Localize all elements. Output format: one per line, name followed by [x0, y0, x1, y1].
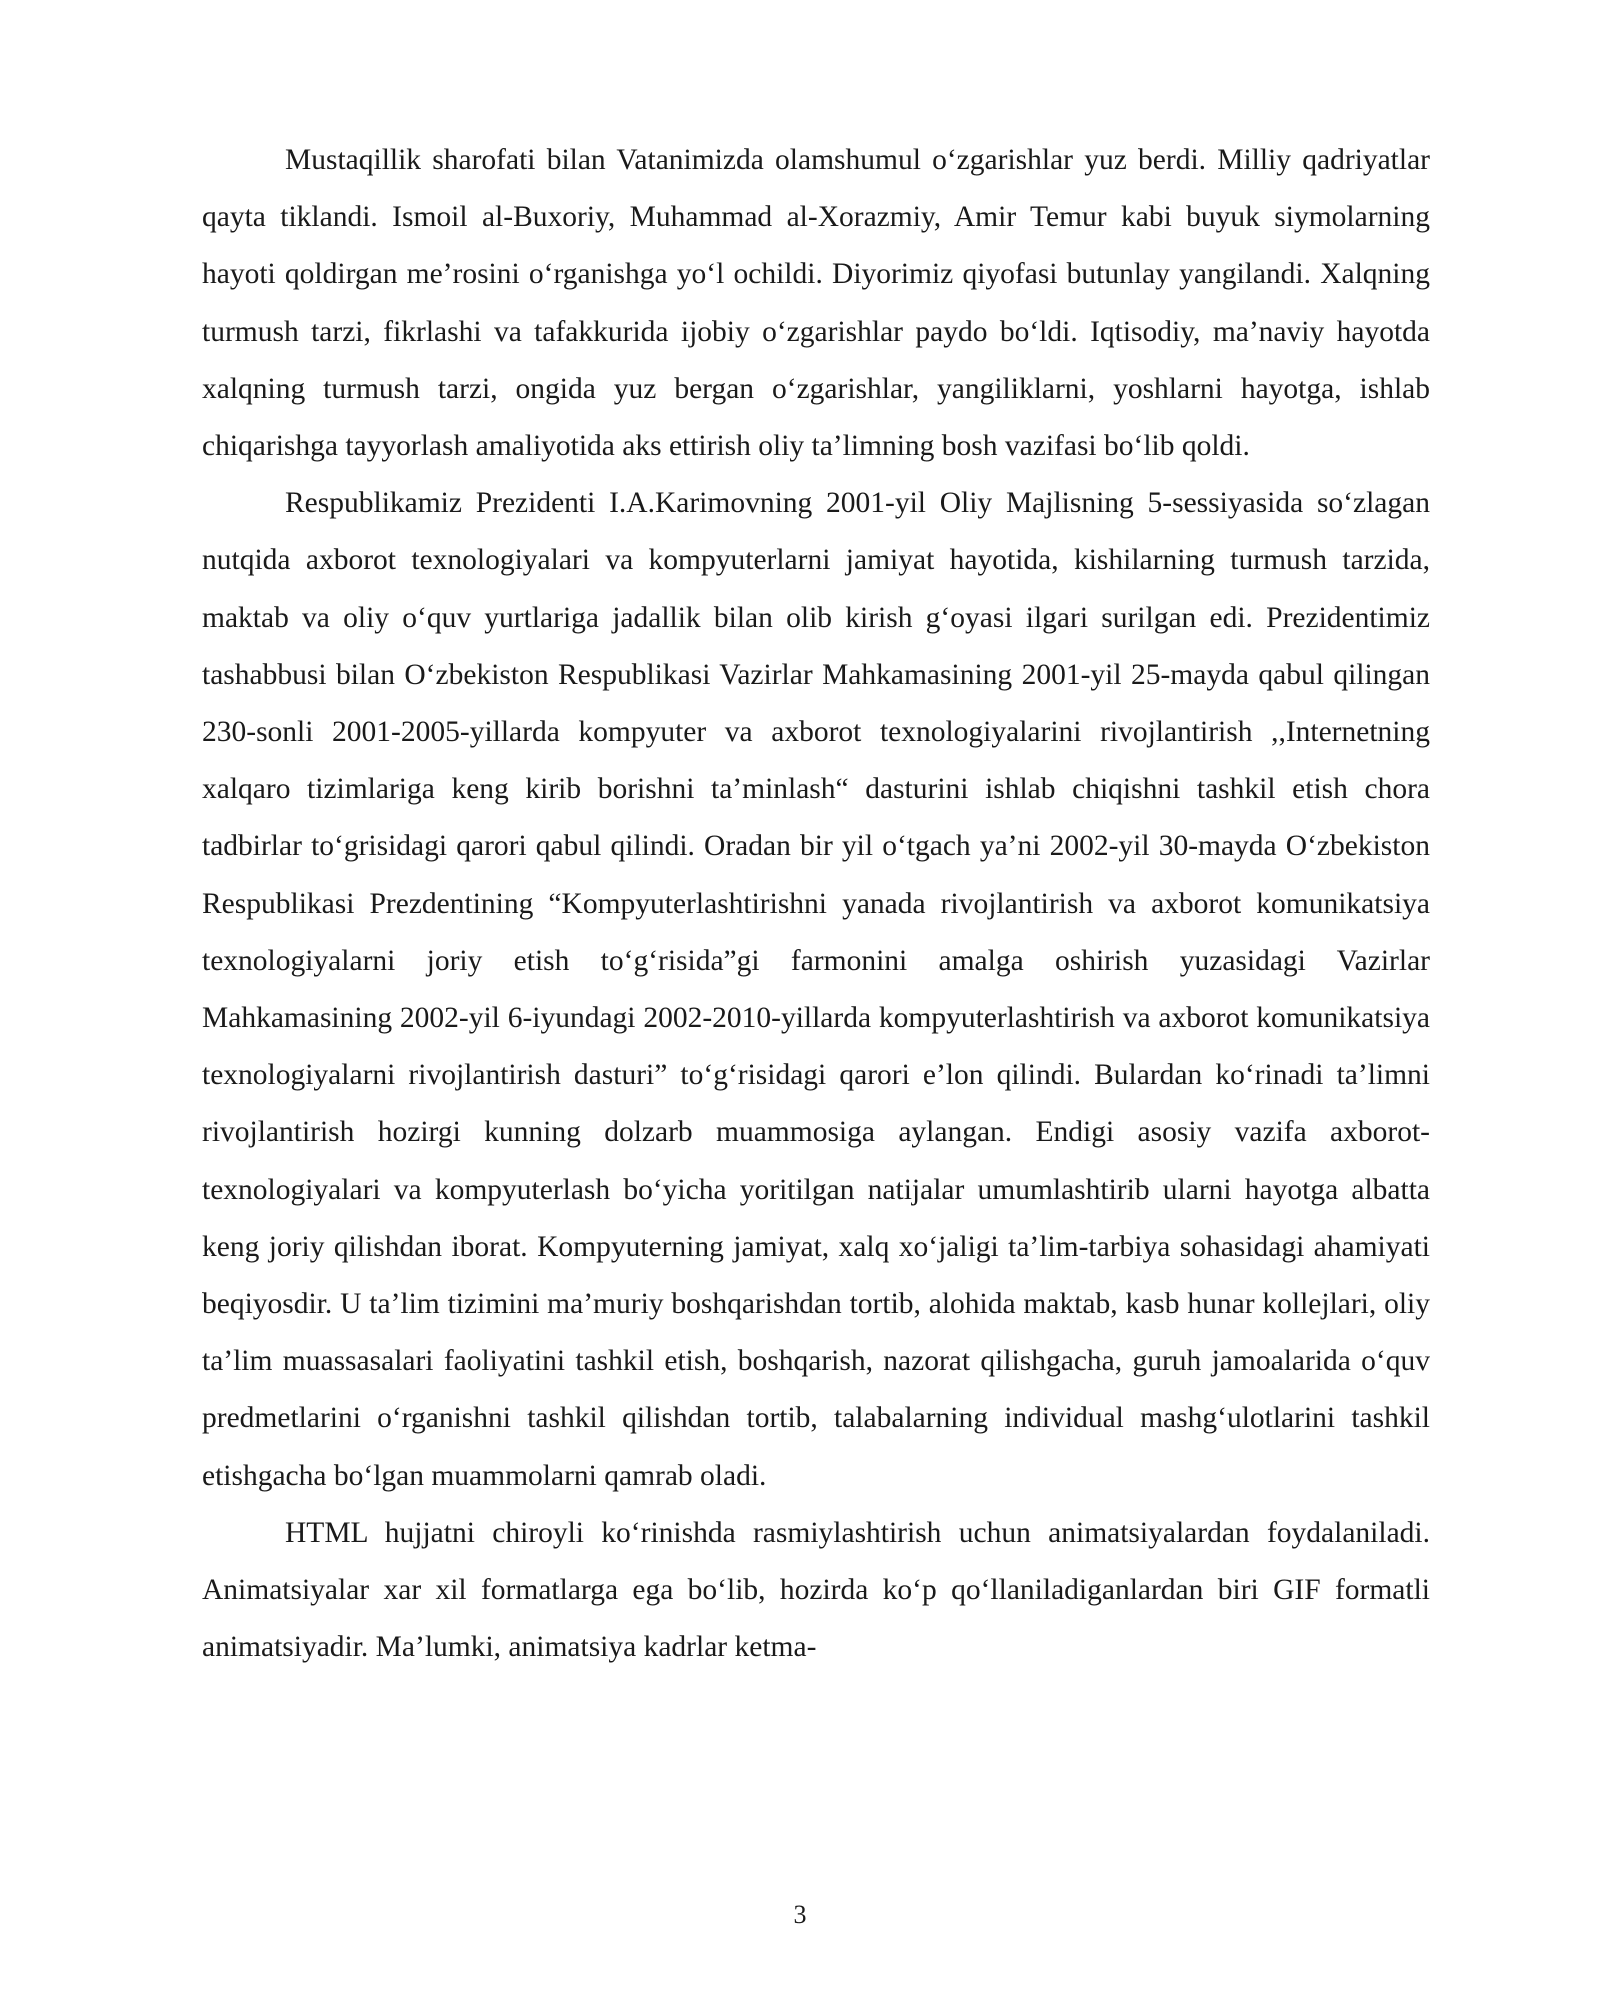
- body-text: [202, 132, 1430, 1676]
- page-number: 3: [793, 1900, 807, 1929]
- paragraph-presidential-decrees: Respublikamiz Prezidenti I.A.Karimovning 2001-yil Oliy Majlisning 5-sessiyasida so‘zlagan nutqida axborot texnologiyalari va kompyuterlarni jamiyat hayotida, kishilarning turmush tarzida, maktab va oliy o‘quv yurtlariga jadallik bilan olib kirish g‘oyasi ilgari surilgan edi. Prezidentimiz tashabbusi bilan O‘zbekiston Respublikasi Vazirlar Mahkamasining 2001-yil 25-mayda qabul qilingan 230-sonli 2001-2005-yillarda kompyuter va axborot texnologiyalarini rivojlantirish ,,Internetning xalqaro tizimlariga keng kirib borishni ta’minlash“ dasturini ishlab chiqishni tashkil etish chora tadbirlar to‘grisidagi qarori qabul qilindi. Oradan bir yil o‘tgach ya’ni 2002-yil 30-mayda O‘zbekiston Respublikasi Prezdentining “Kompyuterlashtirishni yanada rivojlantirish va axborot komunikatsiya texnologiyalarni joriy etish to‘g‘risida”gi farmonini amalga oshirish yuzasidagi Vazirlar Mahkamasining 2002-yil 6-iyundagi 2002-2010-yillarda kompyuterlashtirish va axborot komunikatsiya texnologiyalarni rivojlantirish dasturi” to‘g‘risidagi qarori e’lon qilindi. Bulardan ko‘rinadi ta’limni rivojlantirish hozirgi kunning dolzarb muammosiga aylangan. Endigi asosiy vazifa axborot-texnologiyalari va kompyuterlash bo‘yicha yoritilgan natijalar umumlashtirib ularni hayotga albatta keng joriy qilishdan iborat. Kompyuterning jamiyat, xalq xo‘jaligi ta’lim-tarbiya sohasidagi ahamiyati beqiyosdir. U ta’lim tizimini ma’muriy boshqarishdan tortib, alohida maktab, kasb hunar kollejlari, oliy ta’lim muassasalari faoliyatini tashkil etish, boshqarish, nazorat qilishgacha, guruh jamoalarida o‘quv predmetlarini o‘rganishni tashkil qilishdan tortib, talabalarning individual mashg‘ulotlarini tashkil etishgacha bo‘lgan muammolarni qamrab oladi.: [202, 487, 1430, 1492]
- paragraph-independence: Mustaqillik sharofati bilan Vatanimizda olamshumul o‘zgarishlar yuz berdi. Milliy qadriyatlar qayta tiklandi. Ismoil al-Buxoriy, Muhammad al-Xorazmiy, Amir Temur kabi buyuk siymolarning hayoti qoldirgan me’rosini o‘rganishga yo‘l ochildi. Diyorimiz qiyofasi butunlay yangilandi. Xalqning turmush tarzi, fikrlashi va tafakkurida ijobiy o‘zgarishlar paydo bo‘ldi. Iqtisodiy, ma’naviy hayotda xalqning turmush tarzi, ongida yuz bergan o‘zgarishlar, yangiliklarni, yoshlarni hayotga, ishlab chiqarishga tayyorlash amaliyotida aks ettirish oliy ta’limning bosh vazifasi bo‘lib qoldi.: [202, 144, 1430, 463]
- paragraph-html-animations: HTML hujjatni chiroyli ko‘rinishda rasmiylashtirish uchun animatsiyalardan foydalaniladi. Animatsiyalar xar xil formatlarga ega bo‘lib, hozirda ko‘p qo‘llaniladiganlardan biri GIF formatli animatsiyadir. Ma’lumki, animatsiya kadrlar ketma-: [202, 1516, 1430, 1664]
